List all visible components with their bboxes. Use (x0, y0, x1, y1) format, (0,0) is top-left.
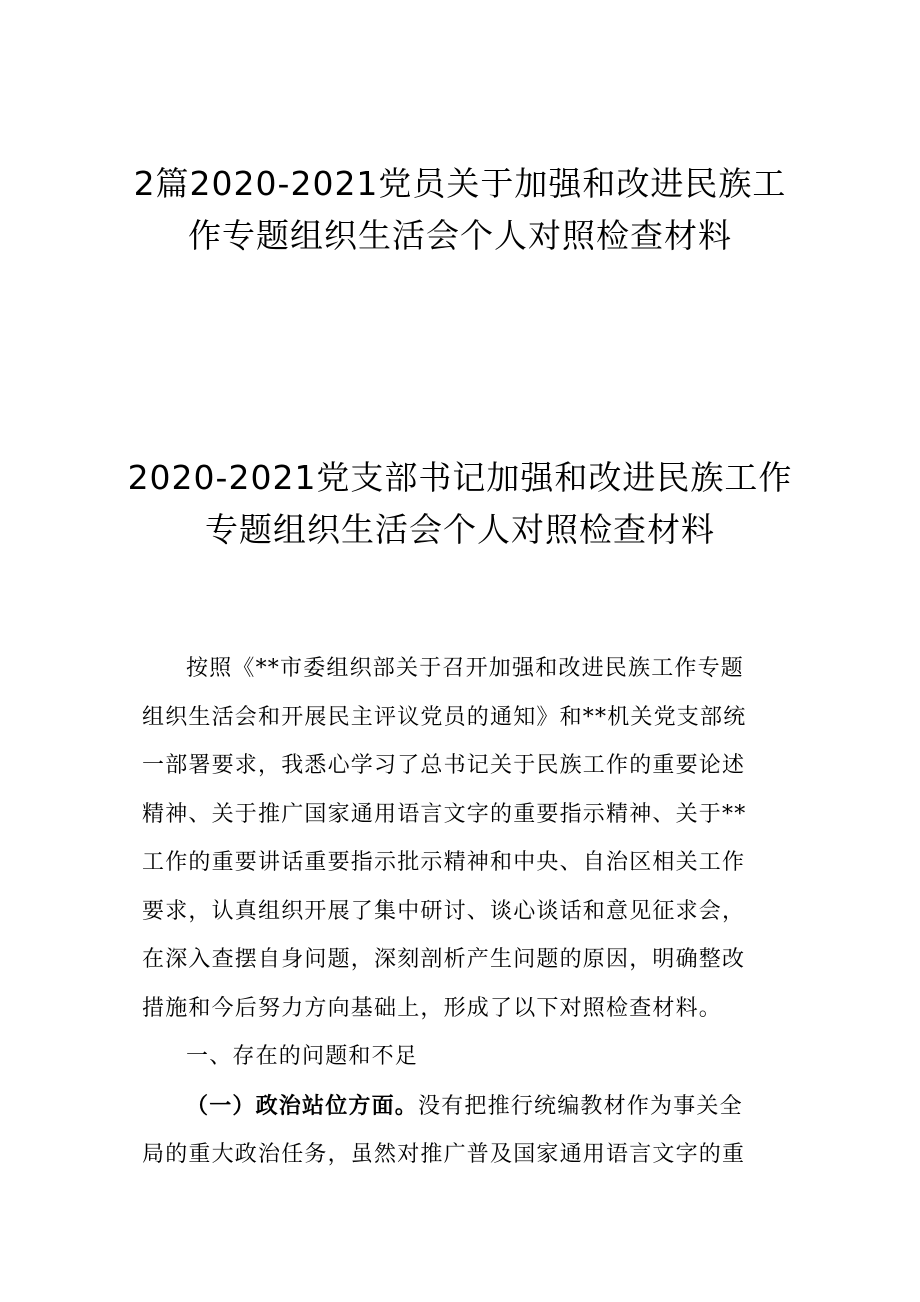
document-body (142, 645, 782, 1180)
section-heading-paragraph (142, 1033, 782, 1082)
point-one-first-line (142, 1082, 782, 1132)
intro-line: 按照《**市委组织部关于召开加强和改进民族工作专题 (186, 656, 745, 681)
point-one-label: （一）政治站位方面。 (186, 1092, 419, 1119)
intro-line: 措施和今后努力方向基础上，形成了以下对照检查材料。 (142, 995, 723, 1021)
main-title (0, 158, 920, 262)
point-one-line: 局的重大政治任务，虽然对推广普及国家通用语言文字的重 (142, 1142, 746, 1167)
sub-title (0, 452, 920, 556)
intro-line: 要求，认真组织开展了集中研讨、谈心谈话和意见征求会， (142, 898, 746, 924)
intro-line: 在深入查摆自身问题，深刻剖析产生问题的原因，明确整改 (142, 947, 746, 972)
intro-paragraph (142, 645, 782, 1033)
intro-line: 组织生活会和开展民主评议党员的通知》和**机关党支部统 (142, 704, 747, 730)
sub-title-line: 2020-2021党支部书记加强和改进民族工作 (127, 458, 793, 497)
sub-title-line: 专题组织生活会个人对照检查材料 (205, 510, 715, 549)
main-title-line: 作专题组织生活会个人对照检查材料 (188, 216, 732, 255)
intro-line: 精神、关于推广国家通用语言文字的重要指示精神、关于** (142, 801, 747, 827)
point-one-text: 没有把推行统编教材作为事关全 (418, 1093, 743, 1119)
main-title-line: 2篇2020-2021党员关于加强和改进民族工 (133, 164, 787, 203)
intro-line: 工作的重要讲话重要指示批示精神和中央、自治区相关工作 (142, 850, 746, 875)
intro-line: 一部署要求，我悉心学习了总书记关于民族工作的重要论述 (142, 753, 746, 778)
section-heading: 一、存在的问题和不足 (186, 1044, 419, 1069)
point-one-paragraph (142, 1082, 782, 1180)
